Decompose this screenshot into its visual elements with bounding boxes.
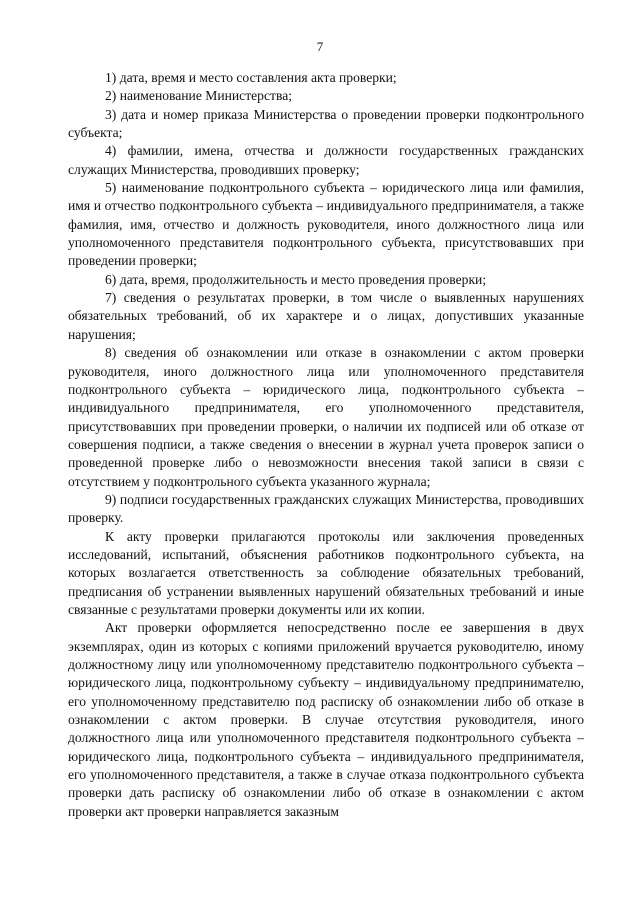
attachments-paragraph: К акту проверки прилагаются протоколы или заключения проведенных исследований, испытаний, объяснения работников подконтрольного субъекта, на которых возлагается ответственность за соблюдение обязательных требований, предписания об устранении выявленных нарушений обязательных требований и иные связанные с результатами проверки документы или их копии.: [68, 528, 584, 617]
list-item-9: 9) подписи государственных гражданских служащих Министерства, проводивших проверку.: [68, 491, 584, 526]
list-item-6: 6) дата, время, продолжительность и место проведения проверки;: [105, 271, 487, 287]
list-item-4: 4) фамилии, имена, отчества и должности государственных гражданских служащих Министерства, проводивших проверку;: [68, 143, 584, 177]
document-body: [68, 69, 584, 821]
page-number: 7: [316, 39, 324, 54]
list-item-3: 3) дата и номер приказа Министерства о проведении проверки подконтрольного субъекта;: [68, 106, 584, 141]
list-item-1: 1) дата, время и место составления акта проверки;: [105, 70, 397, 85]
act-execution-paragraph: Акт проверки оформляется непосредственно после ее завершения в двух экземплярах, один из которых с копиями приложений вручается руководителю, иному должностному лицу или уполномоченному представителю подконтрольного субъекта – юридического лица, подконтрольному субъекту – индивидуальному предпринимателю, его уполномоченному представителю под расписку об ознакомлении либо об отказе в ознакомлении с актом проверки. В случае отсутствия руководителя, иного должностного лица или уполномоченного представителя подконтрольного субъекта – юридического лица, подконтрольного субъекта – индивидуального предпринимателя, его уполномоченного представителя, а также в случае отказа подконтрольного субъекта проверки дать расписку об ознакомлении либо об отказе в ознакомлении с актом проверки акт проверки направляется заказным: [68, 620, 584, 819]
list-item-2: 2) наименование Министерства;: [105, 88, 293, 104]
list-item-5: 5) наименование подконтрольного субъекта – юридического лица или фамилия, имя и отчество подконтрольного субъекта – индивидуального предпринимателя, а также фамилия, имя, отчество и должность руководителя, иного должностного лица или уполномоченного представителя подконтрольного субъекта, присутствовавших при проведении проверки;: [68, 180, 584, 269]
list-item-7: 7) сведения о результатах проверки, в том числе о выявленных нарушениях обязательных требований, об их характере и о лицах, допустивших указанные нарушения;: [68, 290, 584, 342]
list-item-8: 8) сведения об ознакомлении или отказе в ознакомлении с актом проверки руководителя, иного должностного лица или уполномоченного представителя подконтрольного субъекта – юридического лица, подконтрольного субъекта – индивидуального предпринимателя, его уполномоченного представителя, присутствовавших при проведении проверки, о наличии их подписей или об отказе от совершения подписи, а также сведения о внесении в журнал учета проверок записи о проведенной проверке либо о невозможности внесения такой записи в связи с отсутствием у подконтрольного субъекта указанного журнала;: [68, 345, 584, 489]
